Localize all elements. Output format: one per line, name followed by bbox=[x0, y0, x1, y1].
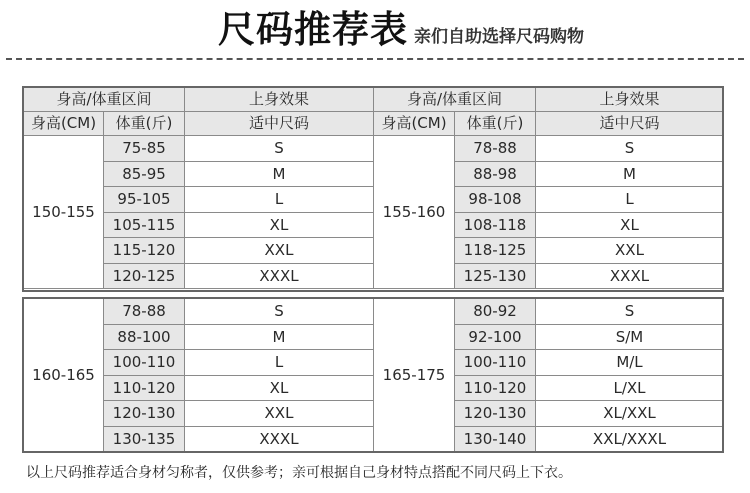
weight-cell: 88-100 bbox=[104, 324, 185, 350]
size-cell: XL bbox=[536, 212, 724, 238]
header-size-right: 适中尺码 bbox=[536, 112, 724, 136]
size-cell: XXL/XXXL bbox=[536, 426, 724, 452]
weight-cell: 75-85 bbox=[104, 136, 185, 162]
size-cell: XL/XXL bbox=[536, 401, 724, 427]
header-weight-right: 体重(斤) bbox=[455, 112, 536, 136]
weight-cell: 120-130 bbox=[455, 401, 536, 427]
weight-cell: 100-110 bbox=[455, 350, 536, 376]
weight-cell: 105-115 bbox=[104, 212, 185, 238]
weight-cell: 108-118 bbox=[455, 212, 536, 238]
header-fit-left: 上身效果 bbox=[185, 88, 374, 112]
size-table-top bbox=[23, 87, 724, 289]
weight-cell: 125-130 bbox=[455, 263, 536, 289]
header-height-right: 身高(CM) bbox=[374, 112, 455, 136]
size-table-bottom bbox=[23, 298, 724, 452]
height-range-left: 160-165 bbox=[24, 299, 104, 452]
weight-cell: 78-88 bbox=[104, 299, 185, 325]
size-cell: S/M bbox=[536, 324, 724, 350]
page-title: 尺码推荐表 bbox=[218, 8, 408, 51]
size-cell: XXL bbox=[536, 238, 724, 264]
size-cell: M bbox=[185, 161, 374, 187]
header-height-left: 身高(CM) bbox=[24, 112, 104, 136]
size-cell: XXXL bbox=[536, 263, 724, 289]
weight-cell: 110-120 bbox=[104, 375, 185, 401]
weight-cell: 78-88 bbox=[455, 136, 536, 162]
size-cell: L bbox=[185, 187, 374, 213]
weight-cell: 120-130 bbox=[104, 401, 185, 427]
size-cell: XXL bbox=[185, 401, 374, 427]
table-subheader-row bbox=[24, 112, 724, 136]
header-range-left: 身高/体重区间 bbox=[24, 88, 185, 112]
size-cell: L bbox=[536, 187, 724, 213]
weight-cell: 98-108 bbox=[455, 187, 536, 213]
size-cell: L/XL bbox=[536, 375, 724, 401]
size-cell: M bbox=[185, 324, 374, 350]
weight-cell: 130-140 bbox=[455, 426, 536, 452]
weight-cell: 95-105 bbox=[104, 187, 185, 213]
header-size-left: 适中尺码 bbox=[185, 112, 374, 136]
height-range-right: 155-160 bbox=[374, 136, 455, 289]
size-cell: M/L bbox=[536, 350, 724, 376]
dashed-divider bbox=[6, 58, 744, 60]
weight-cell: 115-120 bbox=[104, 238, 185, 264]
size-cell: S bbox=[185, 299, 374, 325]
size-cell: XL bbox=[185, 212, 374, 238]
page-header bbox=[0, 0, 750, 60]
size-cell: S bbox=[185, 136, 374, 162]
size-cell: L bbox=[185, 350, 374, 376]
header-weight-left: 体重(斤) bbox=[104, 112, 185, 136]
weight-cell: 120-125 bbox=[104, 263, 185, 289]
table-header-row bbox=[24, 88, 724, 112]
size-cell: M bbox=[536, 161, 724, 187]
weight-cell: 80-92 bbox=[455, 299, 536, 325]
height-range-left: 150-155 bbox=[24, 136, 104, 289]
table-row bbox=[24, 136, 724, 162]
size-cell: S bbox=[536, 136, 724, 162]
footer-note: 以上尺码推荐适合身材匀称者，仅供参考；亲可根据自己身材特点搭配不同尺码上下衣。 bbox=[26, 465, 572, 481]
weight-cell: 85-95 bbox=[104, 161, 185, 187]
weight-cell: 118-125 bbox=[455, 238, 536, 264]
size-cell: XXXL bbox=[185, 426, 374, 452]
header-fit-right: 上身效果 bbox=[536, 88, 724, 112]
table-row bbox=[24, 299, 724, 325]
weight-cell: 110-120 bbox=[455, 375, 536, 401]
size-cell: XL bbox=[185, 375, 374, 401]
size-cell: XXXL bbox=[185, 263, 374, 289]
weight-cell: 130-135 bbox=[104, 426, 185, 452]
size-cell: XXL bbox=[185, 238, 374, 264]
size-cell: S bbox=[536, 299, 724, 325]
page-subtitle: 亲们自助选择尺码购物 bbox=[414, 27, 584, 47]
weight-cell: 88-98 bbox=[455, 161, 536, 187]
weight-cell: 100-110 bbox=[104, 350, 185, 376]
weight-cell: 92-100 bbox=[455, 324, 536, 350]
height-range-right: 165-175 bbox=[374, 299, 455, 452]
header-range-right: 身高/体重区间 bbox=[374, 88, 536, 112]
